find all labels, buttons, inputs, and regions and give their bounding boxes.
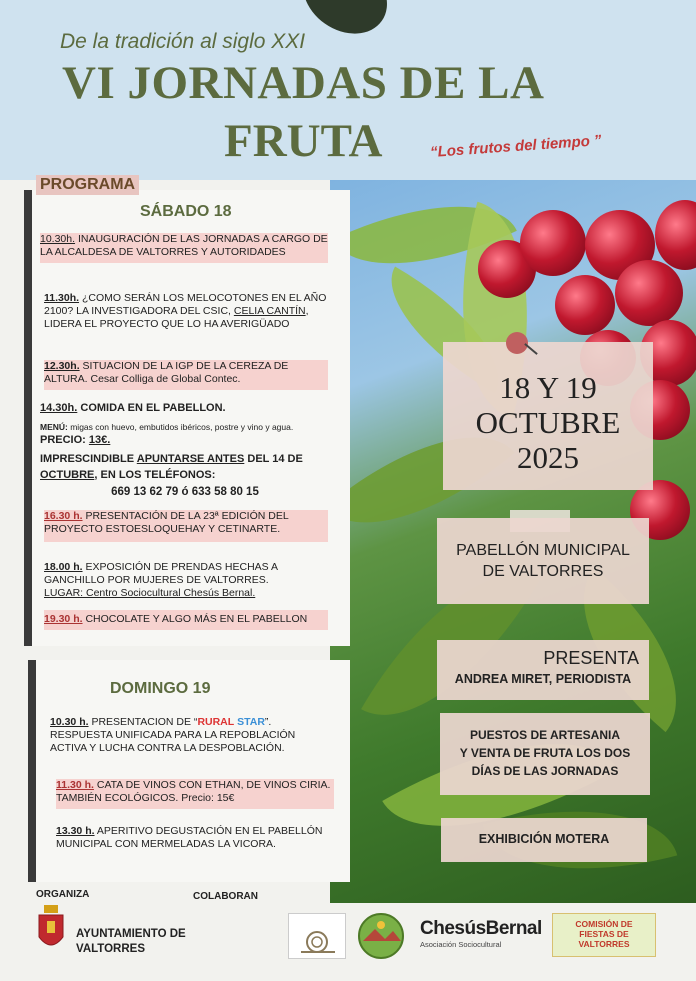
event-1800 — [44, 561, 328, 600]
chesus-sub: Asociación Sociocultural — [420, 940, 502, 949]
moto-text: EXHIBICIÓN MOTERA — [478, 832, 610, 846]
title-line-1: VI JORNADAS DE LA — [62, 57, 545, 109]
coat-of-arms-icon — [36, 905, 66, 955]
price-label: PRECIO: — [40, 434, 89, 446]
event-time: 19.30 h. — [44, 613, 83, 625]
event-place: LUGAR: Centro Sociocultural Chesús Bernal. — [44, 587, 256, 599]
saturday-title: SÁBADO 18 — [140, 203, 232, 220]
venue-line-1: PABELLÓN MUNICIPAL — [456, 542, 630, 559]
venue-line-2: DE VALTORRES — [482, 563, 604, 580]
event-text: PRESENTACIÓN DE LA 23ª EDICIÓN DEL PROYECTO ESTOESLOQUEHAY Y CETINARTE. — [44, 510, 289, 535]
event-text: ¿COMO SERÁN LOS MELOCOTONES EN EL AÑO 2100? LA INVESTIGADORA DEL CSIC, — [44, 292, 327, 317]
event-time: 11.30 h. — [56, 779, 94, 791]
presenter-box — [437, 640, 649, 700]
snail-icon — [289, 914, 345, 958]
event-time: 10.30h. — [40, 233, 76, 245]
event-1430 — [40, 402, 330, 415]
event-time: 12.30h. — [44, 360, 80, 372]
cherry — [555, 275, 615, 335]
pin-icon — [506, 332, 528, 354]
cherry — [520, 210, 586, 276]
event-1230 — [44, 360, 328, 390]
event-text: CHOCOLATE Y ALGO MÁS EN EL PABELLON — [82, 613, 308, 625]
stalls-line-1: PUESTOS DE ARTESANIA — [469, 728, 621, 742]
organiza-label: ORGANIZA — [36, 889, 90, 900]
cherry — [615, 260, 683, 326]
menu-label: MENÚ: — [40, 422, 68, 432]
brand-rural: RURAL — [197, 716, 235, 728]
comision-fiestas-logo — [552, 913, 656, 957]
requirement-text: , EN LOS TELÉFONOS: — [94, 469, 216, 481]
event-time: 14.30h. — [40, 402, 78, 414]
panel-bar — [28, 660, 36, 882]
sunday-title: DOMINGO 19 — [110, 680, 211, 697]
chesus-bernal-logo — [420, 918, 550, 949]
date-line-1: 18 Y 19 — [499, 370, 597, 405]
panel-bar — [24, 190, 32, 646]
brand-star: STAR — [237, 716, 265, 728]
programa-label: PROGRAMA — [36, 175, 139, 195]
presenter-label: PRESENTA — [543, 648, 639, 668]
presenter-name: ANDREA MIRET, PERIODISTA — [454, 672, 632, 686]
moto-box — [441, 818, 647, 862]
event-time: 16.30 h. — [44, 510, 83, 522]
speaker-name: CELIA CANTÍN — [233, 305, 306, 317]
event-text: , LIDERA EL PROYECTO QUE LO HA AVERIGÜADO — [44, 305, 309, 330]
event-time: 18.00 h. — [44, 561, 83, 573]
date-line-2: OCTUBRE — [475, 405, 621, 440]
motto: “Los frutos del tiempo ” — [429, 132, 603, 161]
phones: 669 13 62 79 ó 633 58 80 15 — [111, 486, 259, 498]
requirement-text: IMPRESCINDIBLE — [40, 453, 137, 465]
venue-box — [437, 518, 649, 604]
ayuntamiento-line-2: VALTORRES — [76, 943, 146, 955]
event-text: ”. RESPUESTA UNIFICADA PARA LA REPOBLACIÓN ACTIVA Y LUCHA CONTRA LA DESPOBLACIÓN. — [50, 716, 296, 754]
event-time: 10.30 h. — [50, 716, 89, 728]
comision-line-3: VALTORRES — [578, 939, 630, 949]
event-1130 — [44, 292, 330, 331]
menu-line — [40, 421, 340, 434]
stalls-line-3: DÍAS DE LAS JORNADAS — [471, 764, 619, 778]
comision-line-1: COMISIÓN DE — [575, 919, 633, 929]
requirement-underlined: APUNTARSE ANTES — [136, 453, 245, 465]
title-line-2: FRUTA — [224, 115, 383, 167]
event-text: INAUGURACIÓN DE LAS JORNADAS A CARGO DE LA ALCALDESA DE VALTORRES Y AUTORIDADES — [40, 233, 328, 258]
requirement-underlined: OCTUBRE — [40, 469, 95, 481]
header-banner — [0, 0, 696, 180]
event-text: CATA DE VINOS CON ETHAN, DE VINOS CIRIA. TAMBIÉN ECOLÓGICOS. Precio: 15€ — [56, 779, 331, 804]
event-text: SITUACION DE LA IGP DE LA CEREZA DE ALTURA. Cesar Colliga de Global Contec. — [44, 360, 289, 385]
stalls-line-2: Y VENTA DE FRUTA LOS DOS — [459, 746, 631, 760]
subtitle: De la tradición al siglo XXI — [60, 30, 306, 53]
price-value: 13€. — [88, 434, 111, 446]
requirement-text: DEL 14 DE — [244, 453, 303, 465]
event-text: PRESENTACION DE “ — [88, 716, 198, 728]
event-sun-1030 — [50, 716, 334, 755]
colaboran-label: COLABORAN — [193, 891, 258, 902]
event-text: COMIDA EN EL PABELLON. — [77, 402, 226, 414]
event-sun-1330 — [56, 825, 336, 851]
event-sun-1130 — [56, 779, 334, 809]
event-1030 — [40, 233, 328, 263]
event-time: 13.30 h. — [56, 825, 95, 837]
requirement-line — [40, 451, 336, 483]
event-text: EXPOSICIÓN DE PRENDAS HECHAS A GANCHILLO POR MUJERES DE VALTORRES. — [44, 561, 278, 586]
comision-line-2: FIESTAS DE — [579, 929, 629, 939]
chesus-name: ChesúsBernal — [420, 918, 542, 939]
round-landscape-logo — [355, 913, 407, 959]
price-line — [40, 434, 240, 447]
date-line-3: 2025 — [517, 440, 579, 475]
menu-text: migas con huevo, embutidos ibéricos, postre y vino y agua. — [67, 422, 294, 432]
mujeres-association-logo — [288, 913, 346, 959]
stalls-box — [440, 713, 650, 795]
cherry — [655, 200, 696, 270]
ayuntamiento-line-1: AYUNTAMIENTO DE — [76, 928, 186, 940]
event-1630 — [44, 510, 328, 542]
ayuntamiento-name — [76, 927, 186, 957]
date-box — [443, 342, 653, 490]
leaf-decoration — [288, 0, 402, 49]
event-time: 11.30h. — [44, 292, 80, 304]
event-1930 — [44, 610, 328, 630]
event-text: APERITIVO DEGUSTACIÓN EN EL PABELLÓN MUNICIPAL CON MERMELADAS LA VICORA. — [56, 825, 323, 850]
